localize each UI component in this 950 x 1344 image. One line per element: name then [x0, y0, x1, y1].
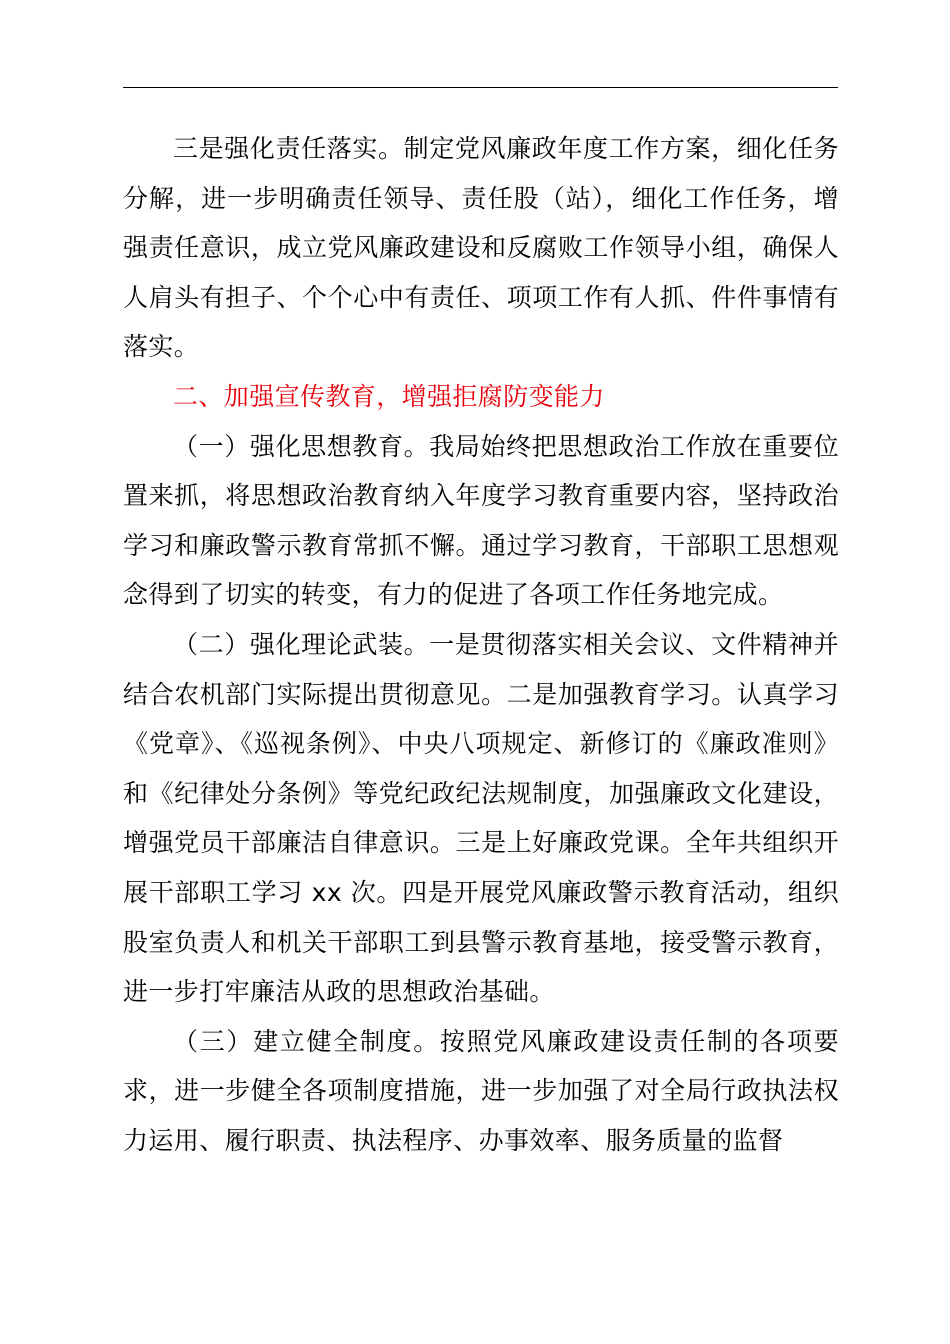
- paragraph-ideological-education: （一）强化思想教育。我局始终把思想政治工作放在重要位置来抓，将思想政治教育纳入年度学习教育重要内容，坚持政治学习和廉政警示教育常抓不懈。通过学习教育，干部职工思想观念得到了切实的转变，有力的促进了各项工作任务地完成。: [123, 431, 839, 610]
- paragraph-theory-study: （二）强化理论武装。一是贯彻落实相关会议、文件精神并结合农机部门实际提出贯彻意见。二是加强教育学习。认真学习《党章》、《巡视条例》、中央八项规定、新修订的《廉政准则》和《纪律处分条例》等党纪政纪法规制度，加强廉政文化建设，增强党员干部廉洁自律意识。三是上好廉政党课。全年共组织开展干部职工学习 xx 次。四是开展党风廉政警示教育活动，组织股室负责人和机关干部职工到县警示教育基地，接受警示教育，进一步打牢廉洁从政的思想政治基础。: [123, 629, 839, 1007]
- section-heading-2: 二、加强宣传教育，增强拒腐防变能力: [173, 381, 605, 411]
- paragraph-system-building: （三）建立健全制度。按照党风廉政建设责任制的各项要求，进一步健全各项制度措施，进一步加强了对全局行政执法权力运用、履行职责、执法程序、办事效率、服务质量的监督: [123, 1026, 839, 1155]
- paragraph-responsibility: 三是强化责任落实。制定党风廉政年度工作方案，细化任务分解，进一步明确责任领导、责任股（站），细化工作任务，增强责任意识，成立党风廉政建设和反腐败工作领导小组，确保人人肩头有担子、个个心中有责任、项项工作有人抓、件件事情有落实。: [123, 134, 839, 362]
- document-body: [123, 124, 839, 1165]
- header-rule: [123, 87, 838, 88]
